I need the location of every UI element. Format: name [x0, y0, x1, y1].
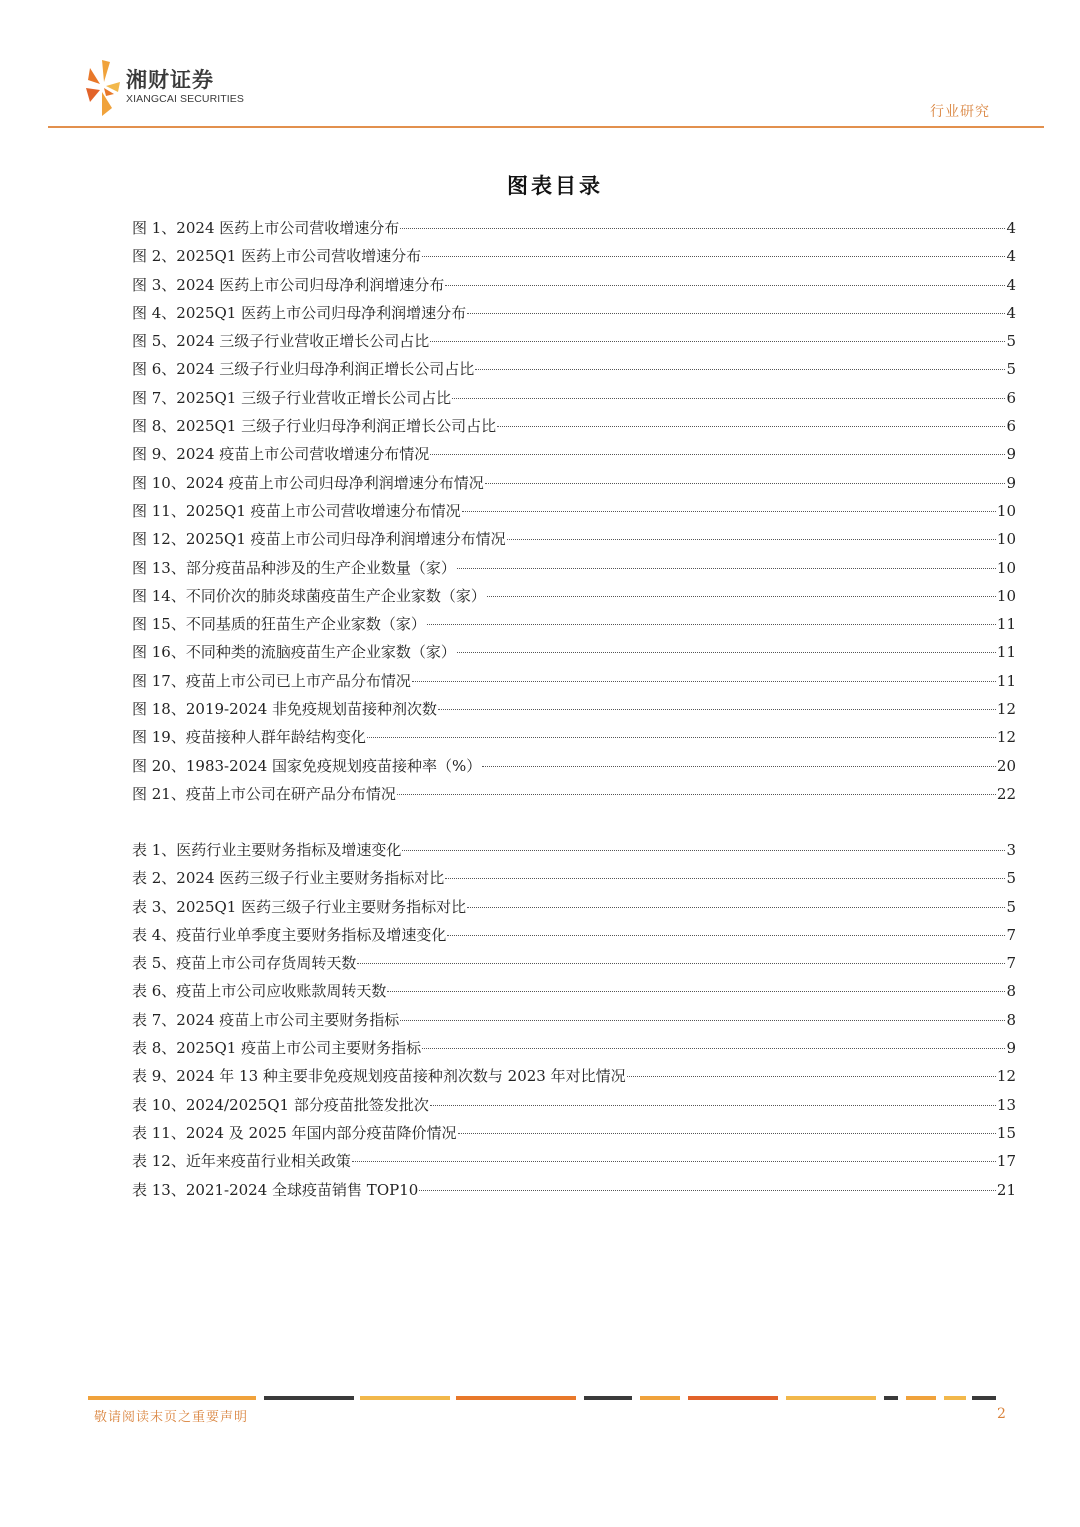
dot-leader: [422, 255, 1005, 257]
figure-toc-entry[interactable]: [132, 355, 1016, 383]
page-header: [0, 0, 1080, 130]
toc-entry-label: 图 16、不同种类的流脑疫苗生产企业家数（家）: [132, 643, 456, 662]
toc-entry-page: 5: [1006, 869, 1016, 888]
report-category: 行业研究: [930, 104, 990, 120]
toc-entry-page: 5: [1006, 897, 1016, 916]
dot-leader: [352, 1160, 996, 1162]
dot-leader: [357, 962, 1005, 964]
toc-entry-page: 6: [1006, 388, 1016, 407]
figure-toc-entry[interactable]: [132, 469, 1016, 497]
table-toc-entry[interactable]: [132, 893, 1016, 921]
figure-toc-entry[interactable]: [132, 723, 1016, 751]
toc-entry-label: 图 15、不同基质的狂苗生产企业家数（家）: [132, 615, 426, 634]
dot-leader: [430, 340, 1005, 342]
toc-entry-label: 表 8、2025Q1 疫苗上市公司主要财务指标: [132, 1039, 422, 1058]
company-logo: [84, 58, 284, 118]
toc-entry-page: 4: [1006, 275, 1016, 294]
toc-entry-label: 表 10、2024/2025Q1 部分疫苗批签发批次: [132, 1095, 429, 1114]
toc-entry-page: 15: [996, 1123, 1016, 1142]
toc-entry-page: 10: [996, 586, 1016, 605]
figure-toc-entry[interactable]: [132, 242, 1016, 270]
footer-stripe-segment: [640, 1396, 680, 1400]
table-toc-entry[interactable]: [132, 977, 1016, 1005]
table-toc-entry[interactable]: [132, 1062, 1016, 1090]
toc-entry-page: 5: [1006, 332, 1016, 351]
toc-entry-page: 4: [1006, 303, 1016, 322]
logo-chinese-name: 湘财证券: [126, 68, 214, 92]
figure-toc-entry[interactable]: [132, 554, 1016, 582]
dot-leader: [412, 680, 996, 682]
figure-toc-entry[interactable]: [132, 695, 1016, 723]
table-toc-entry[interactable]: [132, 949, 1016, 977]
toc-entry-label: 图 6、2024 三级子行业归母净利润正增长公司占比: [132, 360, 475, 379]
toc-entry-label: 图 4、2025Q1 医药上市公司归母净利润增速分布: [132, 303, 467, 322]
toc-entry-page: 21: [996, 1180, 1016, 1199]
dot-leader: [367, 736, 996, 738]
toc-entry-page: 17: [996, 1152, 1016, 1171]
figure-toc-entry[interactable]: [132, 497, 1016, 525]
toc-entry-label: 表 12、近年来疫苗行业相关政策: [132, 1152, 351, 1171]
toc-entry-page: 4: [1006, 219, 1016, 237]
toc-entry-label: 图 17、疫苗上市公司已上市产品分布情况: [132, 671, 411, 690]
toc-entry-page: 11: [996, 643, 1016, 662]
figure-toc-entry[interactable]: [132, 271, 1016, 299]
dot-leader: [475, 368, 1005, 370]
table-toc-entry[interactable]: [132, 1091, 1016, 1119]
figure-toc-entry[interactable]: [132, 638, 1016, 666]
toc-entry-page: 10: [996, 530, 1016, 549]
toc-entry-label: 表 3、2025Q1 医药三级子行业主要财务指标对比: [132, 897, 467, 916]
toc-entry-label: 图 1、2024 医药上市公司营收增速分布: [132, 219, 400, 237]
toc-entry-page: 7: [1006, 954, 1016, 973]
figure-toc-entry[interactable]: [132, 525, 1016, 553]
footer-stripe-segment: [360, 1396, 450, 1400]
dot-leader: [452, 397, 1005, 399]
dot-leader: [400, 1019, 1005, 1021]
toc-entry-page: 22: [996, 784, 1016, 803]
toc-entry-label: 表 6、疫苗上市公司应收账款周转天数: [132, 982, 387, 1001]
figure-list: [132, 214, 1016, 808]
toc-entry-page: 7: [1006, 925, 1016, 944]
toc-entry-label: 表 5、疫苗上市公司存货周转天数: [132, 954, 357, 973]
footer-stripe-segment: [884, 1396, 898, 1400]
dot-leader: [400, 227, 1005, 229]
footer-stripe-segment: [584, 1396, 632, 1400]
logo-english-name: XIANGCAI SECURITIES: [126, 93, 245, 105]
page-title: 图表目录: [507, 173, 603, 198]
dot-leader: [467, 312, 1005, 314]
figure-toc-entry[interactable]: [132, 214, 1016, 242]
toc-entry-page: 20: [996, 756, 1016, 775]
toc-entry-page: 11: [996, 671, 1016, 690]
figure-toc-entry[interactable]: [132, 780, 1016, 808]
figure-toc-entry[interactable]: [132, 582, 1016, 610]
toc-entry-label: 表 11、2024 及 2025 年国内部分疫苗降价情况: [132, 1123, 457, 1142]
toc-entry-page: 8: [1006, 982, 1016, 1001]
toc-entry-label: 图 19、疫苗接种人群年龄结构变化: [132, 728, 366, 747]
toc-entry-label: 表 9、2024 年 13 种主要非免疫规划疫苗接种剂次数与 2023 年对比情况: [132, 1067, 626, 1086]
toc-entry-label: 图 3、2024 医药上市公司归母净利润增速分布: [132, 275, 445, 294]
table-toc-entry[interactable]: [132, 864, 1016, 892]
dot-leader: [387, 990, 1005, 992]
toc-entry-page: 13: [996, 1095, 1016, 1114]
figure-toc-entry[interactable]: [132, 752, 1016, 780]
toc-entry-label: 图 21、疫苗上市公司在研产品分布情况: [132, 784, 396, 803]
toc-entry-page: 5: [1006, 360, 1016, 379]
toc-entry-label: 表 2、2024 医药三级子行业主要财务指标对比: [132, 869, 445, 888]
table-toc-entry[interactable]: [132, 921, 1016, 949]
footer-disclaimer: 敬请阅读末页之重要声明: [94, 1410, 249, 1425]
toc-entry-page: 10: [996, 501, 1016, 520]
toc-entry-page: 11: [996, 615, 1016, 634]
figure-toc-entry[interactable]: [132, 610, 1016, 638]
toc-entry-label: 图 18、2019-2024 非免疫规划苗接种剂次数: [132, 700, 438, 719]
toc-entry-page: 4: [1006, 247, 1016, 266]
dot-leader: [458, 1132, 996, 1134]
toc-entry-label: 图 7、2025Q1 三级子行业营收正增长公司占比: [132, 388, 452, 407]
dot-leader: [447, 934, 1005, 936]
footer-stripe-segment: [944, 1396, 966, 1400]
dot-leader: [430, 453, 1005, 455]
toc-entry-label: 图 11、2025Q1 疫苗上市公司营收增速分布情况: [132, 501, 461, 520]
dot-leader: [457, 651, 996, 653]
table-toc-entry[interactable]: [132, 1119, 1016, 1147]
dot-leader: [402, 849, 1005, 851]
footer-stripe-segment: [688, 1396, 778, 1400]
footer-stripe-segment: [456, 1396, 576, 1400]
figure-toc-entry[interactable]: [132, 412, 1016, 440]
xiangcai-logo-icon: [84, 58, 120, 118]
table-toc-entry[interactable]: [132, 1147, 1016, 1175]
dot-leader: [507, 538, 996, 540]
dot-leader: [445, 877, 1005, 879]
table-toc-entry[interactable]: [132, 1034, 1016, 1062]
toc-entry-label: 图 8、2025Q1 三级子行业归母净利润正增长公司占比: [132, 417, 497, 436]
footer-stripe-segment: [786, 1396, 876, 1400]
figure-toc-entry[interactable]: [132, 299, 1016, 327]
header-divider: [48, 126, 1044, 128]
figure-toc-entry[interactable]: [132, 384, 1016, 412]
dot-leader: [482, 765, 996, 767]
toc-entry-page: 12: [996, 700, 1016, 719]
dot-leader: [438, 708, 996, 710]
toc-entry-page: 6: [1006, 417, 1016, 436]
toc-entry-label: 图 14、不同价次的肺炎球菌疫苗生产企业家数（家）: [132, 586, 486, 605]
toc-entry-page: 12: [996, 728, 1016, 747]
toc-entry-label: 图 12、2025Q1 疫苗上市公司归母净利润增速分布情况: [132, 530, 506, 549]
figure-toc-entry[interactable]: [132, 440, 1016, 468]
page-number: 2: [997, 1406, 1006, 1422]
toc-entry-page: 8: [1006, 1010, 1016, 1029]
toc-entry-label: 图 2、2025Q1 医药上市公司营收增速分布: [132, 247, 422, 266]
toc-entry-label: 图 20、1983-2024 国家免疫规划疫苗接种率（%）: [132, 756, 482, 775]
toc-entry-label: 表 7、2024 疫苗上市公司主要财务指标: [132, 1010, 400, 1029]
toc-entry-label: 图 9、2024 疫苗上市公司营收增速分布情况: [132, 445, 430, 464]
dot-leader: [430, 1104, 996, 1106]
toc-entry-page: 3: [1006, 841, 1016, 859]
table-toc-entry[interactable]: [132, 836, 1016, 864]
toc-entry-page: 9: [1006, 473, 1016, 492]
dot-leader: [497, 425, 1005, 427]
toc-entry-page: 9: [1006, 445, 1016, 464]
footer-stripe-segment: [264, 1396, 354, 1400]
dot-leader: [457, 567, 996, 569]
dot-leader: [397, 793, 996, 795]
dot-leader: [467, 906, 1005, 908]
footer-stripe-segment: [972, 1396, 996, 1400]
dot-leader: [445, 284, 1005, 286]
dot-leader: [462, 510, 996, 512]
footer-stripe: [88, 1396, 996, 1400]
toc-entry-label: 图 10、2024 疫苗上市公司归母净利润增速分布情况: [132, 473, 484, 492]
figure-toc-entry[interactable]: [132, 327, 1016, 355]
footer-stripe-segment: [88, 1396, 256, 1400]
toc-entry-label: 图 13、部分疫苗品种涉及的生产企业数量（家）: [132, 558, 456, 577]
toc-entry-label: 图 5、2024 三级子行业营收正增长公司占比: [132, 332, 430, 351]
toc-entry-page: 9: [1006, 1039, 1016, 1058]
figure-toc-entry[interactable]: [132, 667, 1016, 695]
dot-leader: [485, 482, 1006, 484]
toc-entry-label: 表 13、2021-2024 全球疫苗销售 TOP10: [132, 1180, 419, 1199]
toc-entry-label: 表 4、疫苗行业单季度主要财务指标及增速变化: [132, 925, 447, 944]
table-list: [132, 836, 1016, 1204]
toc-entry-page: 10: [996, 558, 1016, 577]
dot-leader: [422, 1047, 1005, 1049]
dot-leader: [427, 623, 996, 625]
table-toc-entry[interactable]: [132, 1006, 1016, 1034]
dot-leader: [487, 595, 996, 597]
table-toc-entry[interactable]: [132, 1176, 1016, 1204]
toc-entry-label: 表 1、医药行业主要财务指标及增速变化: [132, 841, 402, 859]
dot-leader: [627, 1075, 996, 1077]
dot-leader: [419, 1189, 996, 1191]
toc-entry-page: 12: [996, 1067, 1016, 1086]
footer-stripe-segment: [906, 1396, 936, 1400]
